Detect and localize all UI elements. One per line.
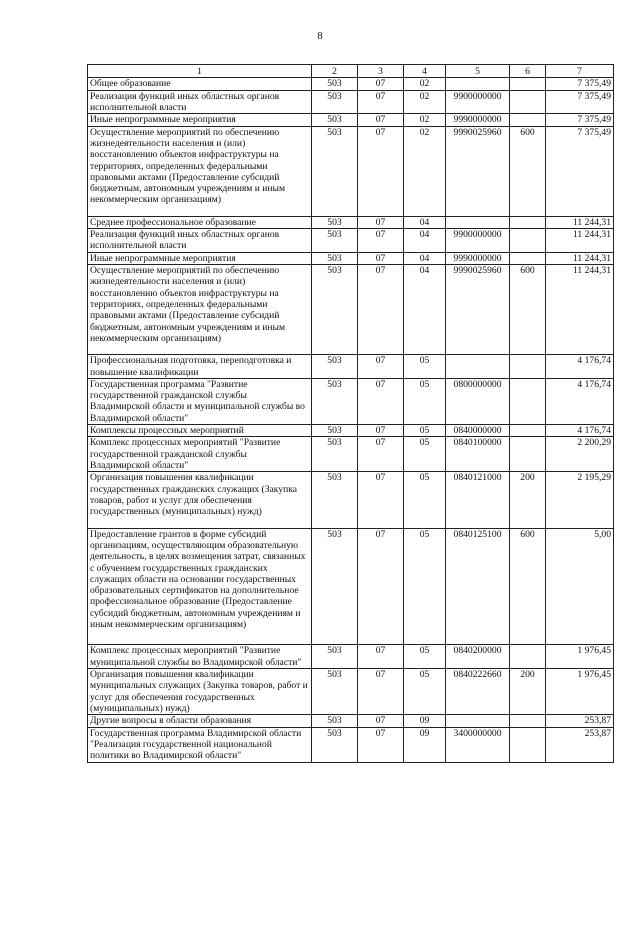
row-section-code: 07 [358,90,404,114]
row-expense-type [510,645,546,669]
table-row [88,437,614,472]
row-target-code: 0840125100 [446,528,510,645]
row-target-code: 9900000000 [446,90,510,114]
table-row [88,114,614,126]
row-ministry-code: 503 [312,645,358,669]
row-ministry-code: 503 [312,715,358,727]
table-row [88,252,614,264]
row-subsection-code: 02 [404,78,446,90]
table-row [88,78,614,90]
row-section-code: 07 [358,229,404,253]
row-amount: 7 375,49 [546,114,614,126]
table-row [88,265,614,355]
table-row [88,90,614,114]
row-target-code: 3400000000 [446,727,510,762]
row-amount: 253,87 [546,727,614,762]
row-ministry-code: 503 [312,229,358,253]
row-expense-type [510,715,546,727]
row-name: Другие вопросы в области образования [88,715,312,727]
row-target-code: 0840222660 [446,669,510,715]
table-row [88,528,614,645]
row-subsection-code: 04 [404,216,446,228]
row-expense-type [510,355,546,379]
row-subsection-code: 05 [404,645,446,669]
row-expense-type [510,252,546,264]
row-amount: 2 195,29 [546,472,614,528]
row-subsection-code: 04 [404,265,446,355]
row-ministry-code: 503 [312,425,358,437]
row-expense-type: 600 [510,528,546,645]
row-section-code: 07 [358,126,404,216]
table-row [88,645,614,669]
row-target-code: 0800000000 [446,378,510,424]
row-ministry-code: 503 [312,126,358,216]
row-ministry-code: 503 [312,90,358,114]
row-section-code: 07 [358,78,404,90]
row-name: Профессиональная подготовка, переподготовка и повышение квалификации [88,355,312,379]
header-col-5: 5 [446,65,510,78]
row-subsection-code: 05 [404,425,446,437]
row-ministry-code: 503 [312,437,358,472]
row-section-code: 07 [358,114,404,126]
row-target-code: 0840100000 [446,437,510,472]
row-section-code: 07 [358,355,404,379]
page-number: 8 [317,30,323,42]
row-section-code: 07 [358,437,404,472]
row-section-code: 07 [358,425,404,437]
row-subsection-code: 04 [404,252,446,264]
row-expense-type [510,437,546,472]
row-amount: 5,00 [546,528,614,645]
row-amount: 4 176,74 [546,355,614,379]
row-ministry-code: 503 [312,669,358,715]
row-subsection-code: 02 [404,126,446,216]
row-name: Иные непрограммные мероприятия [88,252,312,264]
row-expense-type [510,425,546,437]
row-expense-type [510,216,546,228]
row-section-code: 07 [358,378,404,424]
row-ministry-code: 503 [312,78,358,90]
row-amount: 11 244,31 [546,229,614,253]
table-row [88,669,614,715]
row-subsection-code: 05 [404,528,446,645]
table-row [88,126,614,216]
row-subsection-code: 09 [404,715,446,727]
row-name: Осуществление мероприятий по обеспечению жизнедеятельности населения и (или) восстановлению объектов инфраструктуры на территориях, определенных федеральными правовыми актами (Предоставление субсидий бюджетным, автономным учреждениям и иным некоммерческим организациям) [88,126,312,216]
row-expense-type [510,90,546,114]
row-name: Государственная программа Владимирской области "Реализация государственной национальной политики во Владимирской области" [88,727,312,762]
header-col-6: 6 [510,65,546,78]
row-name: Иные непрограммные мероприятия [88,114,312,126]
row-ministry-code: 503 [312,355,358,379]
row-target-code [446,715,510,727]
row-name: Государственная программа "Развитие государственной гражданской службы Владимирской области и муниципальной службы во Владимирской области" [88,378,312,424]
row-amount: 1 976,45 [546,645,614,669]
table-row [88,425,614,437]
table-row [88,715,614,727]
row-subsection-code: 05 [404,472,446,528]
row-expense-type [510,378,546,424]
table-row [88,229,614,253]
row-expense-type: 600 [510,126,546,216]
row-name: Организация повышения квалификации государственных гражданских служащих (Закупка товаров, работ и услуг для обеспечения государственных (муниципальных) нужд) [88,472,312,528]
row-name: Общее образование [88,78,312,90]
row-target-code: 9990000000 [446,114,510,126]
row-section-code: 07 [358,715,404,727]
row-expense-type: 600 [510,265,546,355]
row-target-code: 9990025960 [446,265,510,355]
row-target-code: 0840200000 [446,645,510,669]
row-ministry-code: 503 [312,727,358,762]
row-name: Комплексы процессных мероприятий [88,425,312,437]
row-subsection-code: 02 [404,90,446,114]
row-expense-type: 200 [510,472,546,528]
row-target-code: 0840121000 [446,472,510,528]
row-name: Реализация функций иных областных органов исполнительной власти [88,90,312,114]
row-ministry-code: 503 [312,114,358,126]
row-amount: 7 375,49 [546,126,614,216]
row-section-code: 07 [358,252,404,264]
row-amount: 7 375,49 [546,78,614,90]
row-amount: 11 244,31 [546,252,614,264]
row-target-code: 9900000000 [446,229,510,253]
table-row [88,378,614,424]
row-section-code: 07 [358,528,404,645]
row-section-code: 07 [358,472,404,528]
row-name: Организация повышения квалификации муниципальных служащих (Закупка товаров, работ и услуг для обеспечения государственных (муниципальных) нужд) [88,669,312,715]
row-target-code: 9990000000 [446,252,510,264]
row-ministry-code: 503 [312,472,358,528]
row-amount: 2 200,29 [546,437,614,472]
row-ministry-code: 503 [312,265,358,355]
header-col-7: 7 [546,65,614,78]
row-amount: 11 244,31 [546,216,614,228]
row-subsection-code: 05 [404,669,446,715]
row-name: Комплекс процессных мероприятий "Развитие государственной гражданской службы Владимирской области" [88,437,312,472]
header-col-4: 4 [404,65,446,78]
row-section-code: 07 [358,265,404,355]
table-row [88,472,614,528]
row-section-code: 07 [358,645,404,669]
row-ministry-code: 503 [312,378,358,424]
row-subsection-code: 05 [404,378,446,424]
row-expense-type [510,114,546,126]
table-row [88,216,614,228]
table-row [88,727,614,762]
row-ministry-code: 503 [312,528,358,645]
row-amount: 1 976,45 [546,669,614,715]
row-amount: 4 176,74 [546,378,614,424]
header-col-3: 3 [358,65,404,78]
row-name: Среднее профессиональное образование [88,216,312,228]
row-section-code: 07 [358,727,404,762]
row-subsection-code: 05 [404,437,446,472]
row-ministry-code: 503 [312,252,358,264]
header-col-1: 1 [88,65,312,78]
row-target-code: 9990025960 [446,126,510,216]
row-ministry-code: 503 [312,216,358,228]
table-header-row [88,65,614,78]
row-target-code: 0840000000 [446,425,510,437]
row-subsection-code: 05 [404,355,446,379]
row-amount: 253,87 [546,715,614,727]
row-subsection-code: 04 [404,229,446,253]
row-amount: 4 176,74 [546,425,614,437]
table-row [88,355,614,379]
row-amount: 11 244,31 [546,265,614,355]
row-name: Осуществление мероприятий по обеспечению жизнедеятельности населения и (или) восстановлению объектов инфраструктуры на территориях, определенных федеральными правовыми актами (Предоставление субсидий бюджетным, автономным учреждениям и иным некоммерческим организациям) [88,265,312,355]
budget-table [87,64,614,763]
row-name: Комплекс процессных мероприятий "Развитие муниципальной службы во Владимирской области" [88,645,312,669]
row-name: Реализация функций иных областных органов исполнительной власти [88,229,312,253]
row-name: Предоставление грантов в форме субсидий организациям, осуществляющим образовательную деятельность, в целях возмещения затрат, связанных с обучением государственных гражданских служащих области на основании государственных образовательных сертификатов на дополнительное профессиональное образование (Предоставление субсидий бюджетным, автономным учреждениям и иным некоммерческим организациям) [88,528,312,645]
row-section-code: 07 [358,216,404,228]
table-body [88,78,614,762]
header-col-2: 2 [312,65,358,78]
row-target-code [446,78,510,90]
row-expense-type [510,78,546,90]
row-subsection-code: 09 [404,727,446,762]
row-target-code [446,355,510,379]
row-expense-type: 200 [510,669,546,715]
row-subsection-code: 02 [404,114,446,126]
row-amount: 7 375,49 [546,90,614,114]
row-expense-type [510,229,546,253]
row-expense-type [510,727,546,762]
row-target-code [446,216,510,228]
row-section-code: 07 [358,669,404,715]
